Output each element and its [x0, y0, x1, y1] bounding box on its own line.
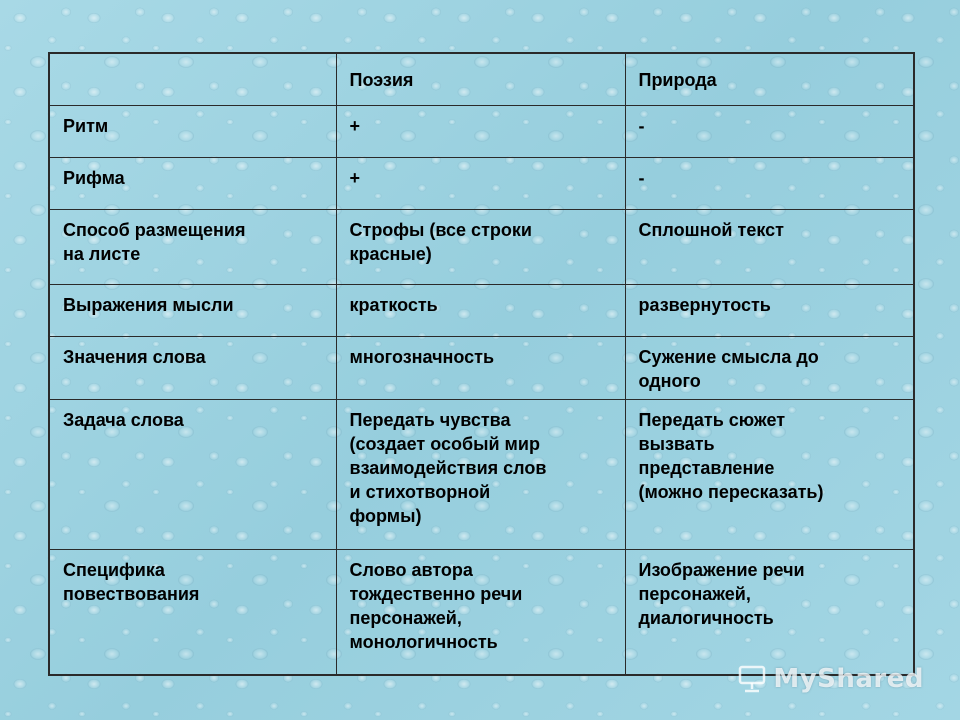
header-cell-empty — [49, 53, 336, 105]
table-cell: краткость — [336, 284, 625, 336]
row-label: Задача слова — [49, 399, 336, 549]
table-row — [49, 157, 914, 209]
row-label: Способ размещения на листе — [49, 209, 336, 284]
table-cell: Сплошной текст — [625, 209, 914, 284]
table-cell: многозначность — [336, 336, 625, 399]
table-cell: + — [336, 105, 625, 157]
table-row — [49, 105, 914, 157]
table-row — [49, 209, 914, 284]
comparison-table-container — [48, 52, 913, 674]
table-cell: - — [625, 157, 914, 209]
table-cell: развернутость — [625, 284, 914, 336]
header-cell-prose: Природа — [625, 53, 914, 105]
watermark — [737, 664, 924, 694]
table-cell: Передать сюжет вызвать представление (можно пересказать) — [625, 399, 914, 549]
header-row — [49, 53, 914, 105]
presentation-board-icon — [737, 665, 767, 693]
table-row — [49, 284, 914, 336]
row-label: Выражения мысли — [49, 284, 336, 336]
comparison-table — [48, 52, 915, 676]
table-row — [49, 399, 914, 549]
row-label: Ритм — [49, 105, 336, 157]
watermark-text: MyShared — [773, 664, 924, 694]
table-cell: Передать чувства (создает особый мир взаимодействия слов и стихотворной формы) — [336, 399, 625, 549]
row-label: Рифма — [49, 157, 336, 209]
table-cell: Изображение речи персонажей, диалогичность — [625, 549, 914, 675]
row-label: Значения слова — [49, 336, 336, 399]
table-cell: Строфы (все строки красные) — [336, 209, 625, 284]
table-row — [49, 336, 914, 399]
table-cell: - — [625, 105, 914, 157]
row-label: Специфика повествования — [49, 549, 336, 675]
table-row — [49, 549, 914, 675]
table-cell: Сужение смысла до одного — [625, 336, 914, 399]
table-cell: Слово автора тождественно речи персонажей, монологичность — [336, 549, 625, 675]
table-cell: + — [336, 157, 625, 209]
header-cell-poetry: Поэзия — [336, 53, 625, 105]
